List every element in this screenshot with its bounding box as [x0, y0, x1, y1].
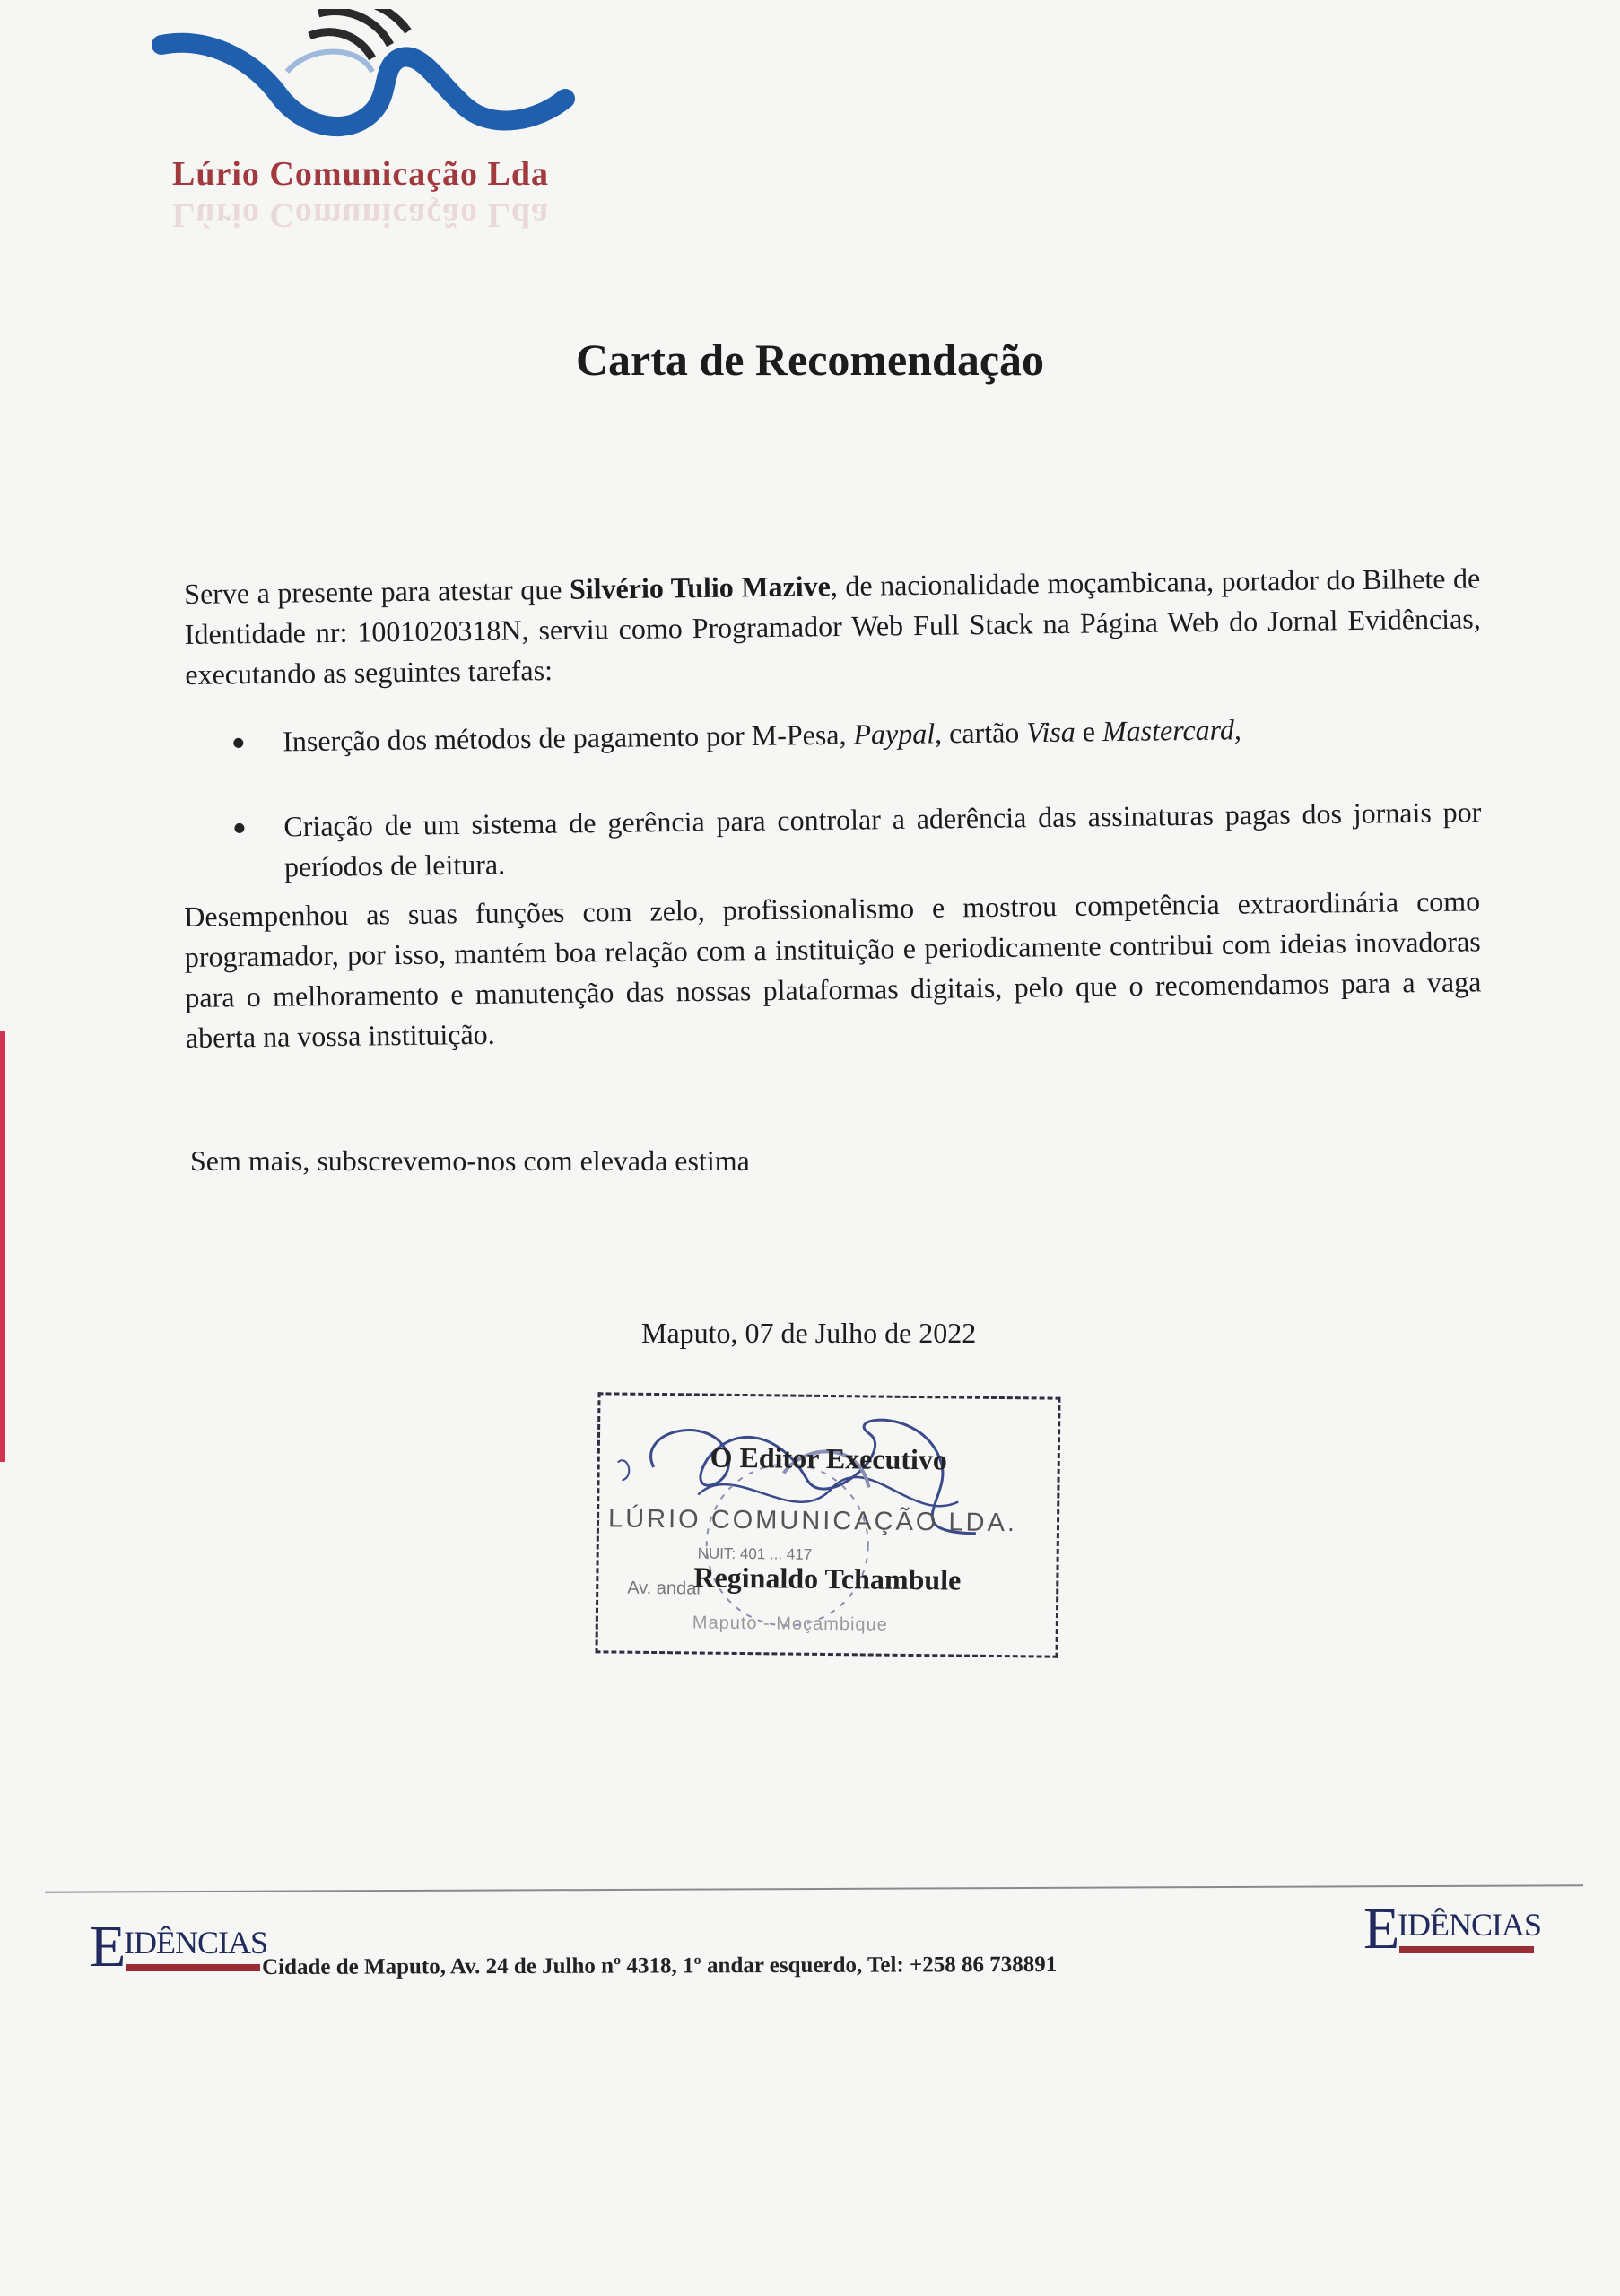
candidate-name: Silvério Tulio Mazive: [569, 570, 832, 605]
task-text: , cartão: [934, 716, 1027, 750]
task-text: e: [1075, 715, 1103, 748]
task-italic: Visa: [1026, 715, 1076, 749]
stamp-company: LÚRIO COMUNICAÇÃO LDA.: [607, 1504, 1018, 1538]
footer-address: Cidade de Maputo, Av. 24 de Julho nº 4318, 1º andar esquerdo, Tel: +258 86 738891: [262, 1952, 1058, 1979]
closing-line: Sem mais, subscrevemo-nos com elevada estima: [190, 1144, 750, 1177]
task-text: Inserção dos métodos de pagamento por M-Pesa,: [283, 718, 854, 758]
intro-text-start: Serve a presente para atestar que: [184, 572, 570, 610]
evidencias-logo: [1363, 1896, 1543, 1962]
stamp-address: Av. andar: [627, 1578, 703, 1599]
performance-paragraph: Desempenhou as suas funções com zelo, profissionalismo e mostrou competência extraordinária como programador, por isso, mantém boa relação com a instituição e periodicamente contribui com ideias inovadoras para o melhoramento e manutenção das nossas plataformas digitais, pelo que o recomendamos para a vaga aberta na vossa instituição.: [184, 884, 1482, 1054]
signatory-role: O Editor Executivo: [710, 1440, 948, 1476]
company-name: Lúrio Comunicação Lda: [172, 155, 550, 193]
bullet-icon: [233, 738, 243, 748]
brand-word: IDÊNCIAS: [124, 1925, 267, 1961]
task-italic: Mastercard,: [1102, 713, 1242, 748]
company-logo: [152, 9, 583, 242]
page-edge-strip: [0, 1031, 5, 1462]
date-line: Maputo, 07 de Julho de 2022: [641, 1317, 977, 1349]
wave-signal-icon: [152, 9, 583, 157]
task-text: Criação de um sistema de gerência para controlar a aderência das assinaturas pagas dos jornais por períodos de leitura.: [283, 796, 1482, 883]
intro-paragraph: [184, 558, 1482, 695]
evidencias-logo: [90, 1914, 269, 1980]
brand-initial: E: [90, 1914, 126, 1979]
stamp-nuit: NUIT: 401 ... 417: [697, 1544, 813, 1563]
list-item: [233, 707, 1480, 762]
letter-title: Carta de Recomendação: [575, 335, 1045, 385]
bullet-icon: [234, 823, 244, 833]
brand-word: IDÊNCIAS: [1398, 1907, 1541, 1943]
brand-bar: [1399, 1946, 1534, 1953]
company-name-reflection: Lúrio Comunicação Lda: [172, 196, 550, 234]
signature-stamp: [595, 1392, 1060, 1657]
list-item: [234, 792, 1482, 888]
footer-divider: [45, 1884, 1583, 1892]
stamp-city: Maputo - Moçambique: [692, 1613, 888, 1635]
intro-text-end: , de nacionalidade moçambicana, portador do Bilhete de Identidade nr: 1001020318N, serviu como Programador Web Full Stack na Página Web do Jornal Evidências, executando as seguintes tarefas:: [184, 561, 1481, 691]
signatory-name: Reginaldo Tchambule: [693, 1561, 962, 1596]
brand-bar: [126, 1964, 260, 1971]
brand-initial: E: [1363, 1896, 1400, 1961]
task-list: [233, 707, 1482, 888]
task-italic: Paypal: [853, 717, 936, 751]
